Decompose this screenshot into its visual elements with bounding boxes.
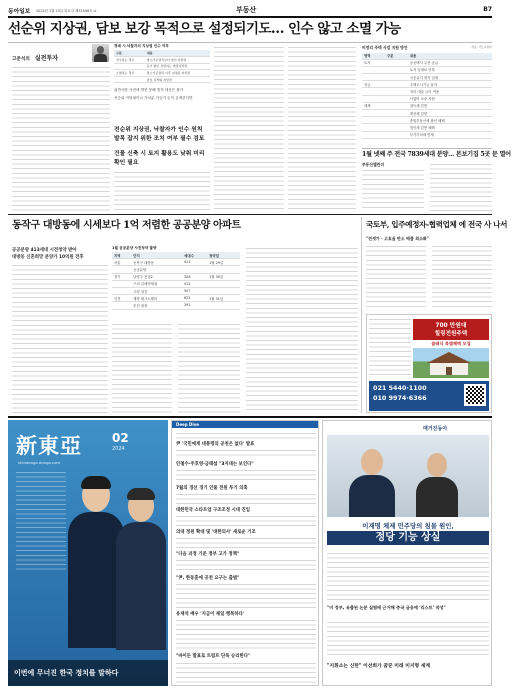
table-row: 구리 갈매역세권 412 (112, 280, 240, 287)
shindonga-ad[interactable] (8, 420, 168, 686)
housing-ad[interactable] (366, 314, 492, 413)
deep-dive-text-8 (176, 618, 316, 650)
magazine-ad[interactable] (322, 420, 492, 686)
shindonga-caption-bar (8, 660, 168, 686)
house-door (446, 367, 452, 375)
story3-body-col2 (432, 244, 492, 310)
shindonga-year: 2024 (112, 446, 125, 452)
person-1-hair (81, 476, 111, 489)
table-row: 공공분양 (112, 266, 240, 273)
divider (8, 42, 492, 43)
author-body (94, 54, 107, 62)
table-row: 재산세 감면 (362, 110, 492, 117)
story3-body-col1 (366, 244, 426, 310)
table-row: 국공유지 장기 임대 (362, 74, 492, 81)
masthead (8, 4, 492, 16)
table-row: 지역 단지 세대수 청약일 (112, 252, 240, 259)
deep-dive-item-6[interactable]: "다음 과정 기준 정부 고가 정책" (176, 552, 240, 557)
deep-dive-item-2[interactable]: 안철수·주호영·금태섭 "3지대는 보인다" (176, 462, 254, 467)
deep-dive-text-5 (176, 536, 316, 548)
deep-dive-text-9 (176, 661, 316, 683)
deep-dive-text-3 (176, 492, 316, 504)
deep-dive-text-1 (176, 448, 316, 458)
magazine-text-2 (327, 620, 489, 658)
table-row: 사업비 보증 지원 (362, 95, 492, 102)
story2-sub1: 공공분양 413세대 시전청약 받아 (12, 248, 77, 253)
pull-quote-1: 위반사항 사전에 발견 못해 법적 대응은 불가 (114, 88, 184, 92)
table-row: 구분 내용 (114, 50, 210, 57)
story1-body-col4 (288, 45, 356, 211)
table-row: 저리 대출 금리 적용 (362, 88, 492, 95)
table-row: 부천 대장 391 (112, 302, 240, 309)
ad-phone-bar (369, 381, 489, 411)
story1-body-col3 (214, 45, 284, 211)
cover-person-a-head (361, 449, 383, 475)
shindonga-cover-lines (16, 470, 66, 570)
deep-dive-tag: Deep Dive (172, 421, 318, 428)
deep-dive-item-7[interactable]: "尹, 한동훈에 공천 요구는 출범" (176, 576, 240, 581)
ad-section-rule (8, 416, 492, 418)
header-rule (8, 16, 492, 18)
shindonga-logo: 新東亞 (16, 433, 82, 458)
magazine-caption-3: "미 정부, 유출된 논문 실험에 근거해 중국 금융에 '리스트' 작성" (327, 605, 446, 610)
deep-dive-text-6 (176, 558, 316, 572)
story2-body-col4 (246, 246, 358, 413)
table-row: 세제 취득세 감면 (362, 102, 492, 109)
table-row: 토지 임대료 인하 (362, 66, 492, 73)
author-head (97, 46, 104, 54)
deep-dive-text-2 (176, 468, 316, 482)
house-photo (413, 348, 489, 378)
cover-person-b-head (427, 453, 447, 477)
cover-person-b-body (416, 477, 458, 517)
story2-body-col3 (178, 322, 240, 413)
deep-dive-item-5[interactable]: 의대 정원 확대 및 '대한의사' 새로운 기조 (176, 530, 256, 535)
shindonga-site: shindonga.donga.com (18, 460, 61, 465)
support-box (362, 45, 492, 145)
pull-quote-2: 선순위 저당권이나 가처분 가등기 등이 존재한다면 (114, 96, 193, 100)
deep-dive-item-3[interactable]: 7월의 경선 경기 인물 전원 투기 의혹 (176, 486, 248, 491)
paper-name: 동아일보 (8, 9, 31, 15)
story1-body-col1 (12, 65, 110, 211)
magazine-brand: 매거진동아 (423, 426, 448, 432)
magazine-caption-1: 이재명 체제 민주당의 침몰 원인, (362, 522, 454, 530)
support-box-title: 비영리 주택 사업 지원 방안 (362, 45, 408, 50)
table-row: 토지 공공택지 우선 공급 (362, 59, 492, 66)
ad-headline: 힐링전원주택 (434, 331, 468, 337)
cover-person-a-body (349, 475, 395, 517)
magazine-caption-2: 정당 기능 상실 (327, 531, 489, 545)
story3-sub: "전셋가 · 고효율 탄소 배출 최소화" (366, 236, 429, 241)
inherit-table-title: 경매 시 낙찰자의 지상권 인수 여부 (114, 44, 169, 48)
table-row: 등기 없이 성립하는 법정지상권 (114, 63, 210, 70)
sale-table (112, 252, 240, 310)
byline-prefix: 고준석의 (12, 57, 30, 62)
person-2-suit (116, 522, 166, 650)
deep-dive-item-1[interactable]: 尹 '국민에게 대통령의 공천은 없다' 발표 (176, 442, 255, 447)
section-name: 부동산 (236, 5, 257, 14)
page-number: B7 (483, 5, 492, 13)
brief1-body-col1 (362, 168, 424, 211)
deep-dive-text-7 (176, 582, 316, 608)
deep-dive-item-8[interactable]: 유재석 배우 '지금이 제일 행복하다' (176, 612, 245, 617)
author-photo (92, 44, 109, 62)
ad-subline: 클래식 특별혜택 모집 (431, 341, 471, 346)
table-row: 법인세 감면 혜택 (362, 124, 492, 131)
story2-sub2: 대방동 신혼희망 분양가 10억원 전후 (12, 255, 84, 260)
table-row: 고양 창릉 507 (112, 287, 240, 294)
table-row: 인천 계양 테크노밸리 622 1월 31일 (112, 295, 240, 302)
inherit-table (114, 50, 210, 83)
story2-body-col1 (12, 263, 108, 413)
table-row: 서울 동작구 대방동 413 1월 29일 (112, 259, 240, 266)
table-row: 소멸하는 경우 말소기준권리 이후 설정된 지상권 (114, 70, 210, 77)
pull-quote-3: 전순위 지상권, 낙찰자가 인수 원칙 발목 잡지 위한 조치 여부 필수 검토 (114, 127, 205, 142)
magazine-cover-photo (327, 435, 489, 517)
table-row: 부가가치세 면제 (362, 131, 492, 138)
byline-block (12, 45, 102, 62)
story2-body-col2 (112, 322, 172, 413)
ad-phone-1: 021 5440·1100 (373, 384, 427, 392)
deep-dive-ad[interactable] (171, 420, 319, 686)
divider (362, 148, 492, 149)
magazine-caption-4: "지휘소는 신탄" 이선희가 꿈꾼 미래 미지형 세계 (327, 664, 431, 669)
table-row: 영역 구분 내용 (362, 53, 492, 60)
section-rule (8, 214, 492, 215)
issue-date: 2024년 1월 23일 화요일 제31546호 ④ (36, 8, 97, 13)
deep-dive-item-9[interactable]: "바이든 발표로 트럼프 단독 승리한다" (176, 654, 251, 659)
cover-photo-person-2 (116, 490, 166, 650)
support-box-source: 자료: 국토교통부 (471, 45, 492, 49)
house-roof (427, 352, 471, 363)
shindonga-caption: 이번에 무너진 한국 정치를 말하다 (14, 668, 119, 677)
pull-quote-4: 건물 신축 시 토지 활용도 낮춰 미리 확인 필요 (114, 151, 205, 166)
table-row: 담보 목적의 지상권 (114, 76, 210, 83)
table-row: 종합부동산세 합산 배제 (362, 117, 492, 124)
ad-price: 700 만원대 (435, 323, 467, 329)
table-row: 인수하는 경우 말소기준권리보다 앞선 지상권 (114, 57, 210, 64)
magazine-text-1 (327, 551, 489, 601)
brief1-headline: 1월 넷째 주 전국 7839세대 분양… 본보기집 5곳 문 열어 (362, 151, 511, 158)
deep-dive-lead-text (176, 431, 316, 439)
table-row: 자금 주택도시기금 융자 (362, 81, 492, 88)
ad-qr-code[interactable] (464, 384, 486, 406)
brief1-body-col2 (430, 162, 492, 211)
brief1-label: 부동산캘린더 (362, 162, 385, 167)
sale-table-title: 1월 공공분양 사전청약 물량 (112, 246, 157, 250)
deep-dive-item-4[interactable]: 대한민국 스타트업 구조조정 시대 진입 (176, 508, 250, 513)
inherit-table-box (114, 44, 210, 84)
deep-dive-text-4 (176, 514, 316, 526)
table-row: 경기 남양주 진접2 328 1월 30일 (112, 273, 240, 280)
person-2-hair (127, 488, 155, 500)
ad-price-badge (413, 319, 489, 340)
qr-pattern (466, 386, 484, 404)
story2-headline: 동작구 대방동에 시세보다 1억 저렴한 공공분양 아파트 (12, 220, 241, 231)
byline-name: 실전투자 (34, 55, 59, 62)
sale-table-box (112, 246, 240, 318)
story1-body-col2 (114, 170, 210, 211)
ad-phone-2: 010 9974·6366 (373, 394, 427, 402)
shindonga-issue: 02 (112, 431, 129, 445)
column-divider (361, 217, 362, 413)
story3-headline: 국토부, 입주예정자-협력업체 에 전국 사 나서 (366, 220, 508, 229)
story1-headline: 선순위 지상권, 담보 보강 목적으로 설정되기도… 인수 않고 소멸 가능 (8, 21, 401, 37)
ad-side-text (369, 317, 411, 379)
support-table (362, 53, 492, 139)
